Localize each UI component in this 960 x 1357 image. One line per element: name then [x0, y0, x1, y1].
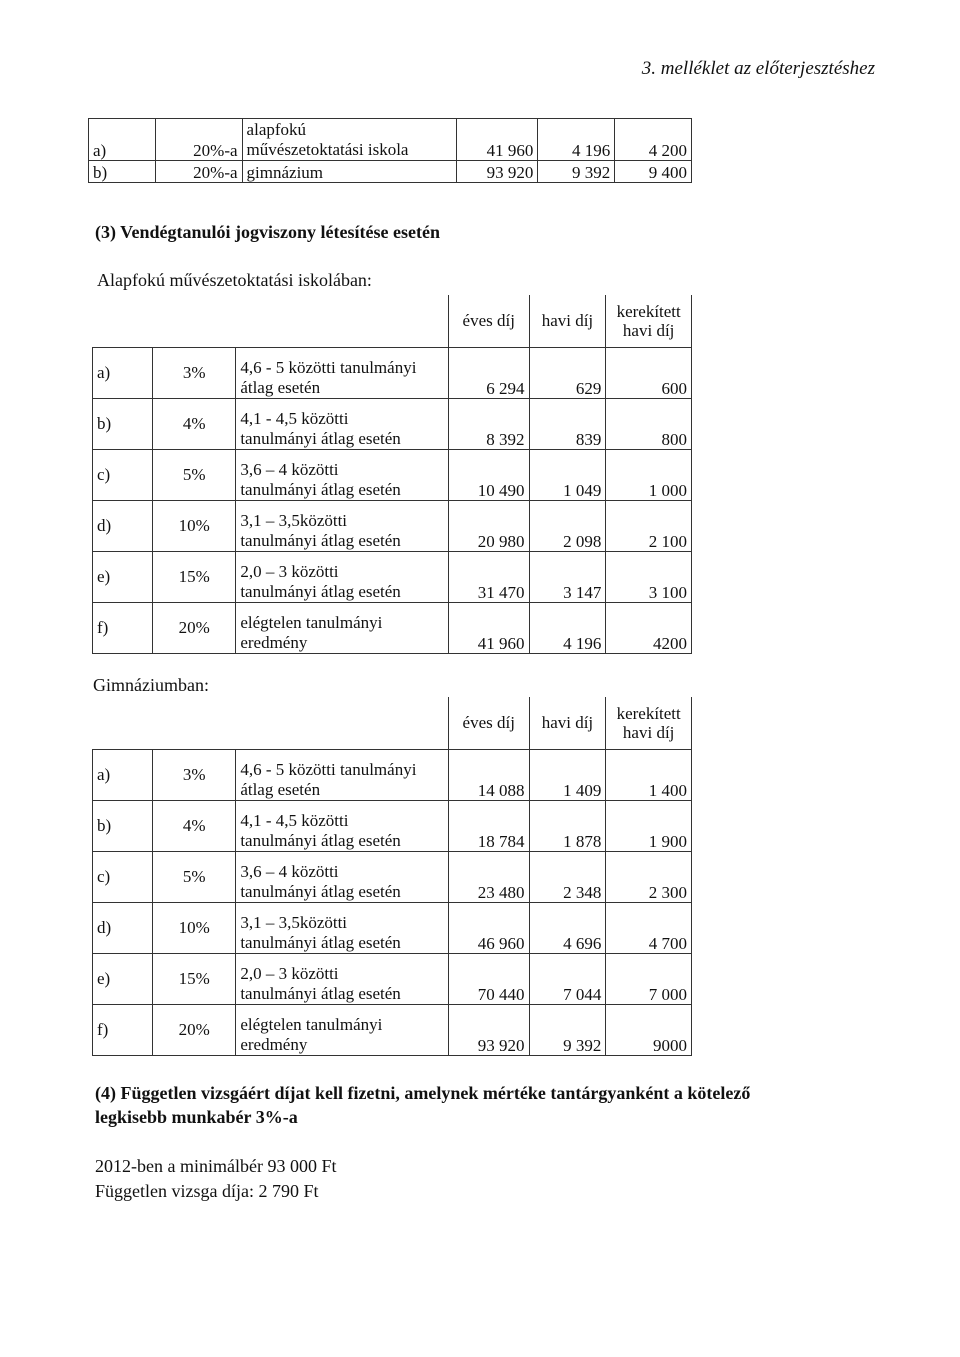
- row-description: 4,6 - 5 közötti tanulmányi átlag esetén: [236, 749, 449, 800]
- annual-fee: 31 470: [449, 551, 530, 602]
- annual-fee: 93 920: [456, 161, 538, 183]
- monthly-fee: 1 409: [529, 749, 606, 800]
- rounded-fee: 1 900: [606, 800, 692, 851]
- table-row: [93, 602, 692, 653]
- monthly-fee: 4 196: [529, 602, 606, 653]
- monthly-fee: 4 696: [529, 902, 606, 953]
- row-description: 2,0 – 3 közötti tanulmányi átlag esetén: [236, 551, 449, 602]
- row-description: 4,1 - 4,5 közötti tanulmányi átlag esetén: [236, 398, 449, 449]
- row-description: gimnázium: [242, 161, 456, 183]
- rounded-fee: 9 400: [615, 161, 692, 183]
- row-letter: d): [93, 500, 153, 551]
- row-letter: a): [93, 749, 153, 800]
- row-letter: a): [89, 119, 156, 161]
- rounded-fee: 2 300: [606, 851, 692, 902]
- table-row: [93, 851, 692, 902]
- table-row: [89, 161, 692, 183]
- table-row: [93, 902, 692, 953]
- table-row: [93, 449, 692, 500]
- rounded-fee: 7 000: [606, 953, 692, 1004]
- row-description: elégtelen tanulmányi eredmény: [236, 602, 449, 653]
- rounded-fee: 2 100: [606, 500, 692, 551]
- row-percent: 10%: [153, 902, 236, 953]
- row-description: elégtelen tanulmányi eredmény: [236, 1004, 449, 1055]
- row-description: 2,0 – 3 közötti tanulmányi átlag esetén: [236, 953, 449, 1004]
- annual-fee: 18 784: [449, 800, 530, 851]
- table-row: [89, 119, 692, 161]
- monthly-fee: 2 098: [529, 500, 606, 551]
- col-monthly-fee: havi díj: [529, 697, 606, 749]
- annex-note: 3. melléklet az előterjesztéshez: [641, 58, 875, 79]
- annual-fee: 70 440: [449, 953, 530, 1004]
- row-description: 4,1 - 4,5 közötti tanulmányi átlag esetén: [236, 800, 449, 851]
- rounded-fee: 800: [606, 398, 692, 449]
- row-letter: b): [93, 398, 153, 449]
- table-row: [93, 749, 692, 800]
- annual-fee: 41 960: [449, 602, 530, 653]
- rounded-fee: 1 000: [606, 449, 692, 500]
- col-rounded-fee: kerekített havi díj: [606, 697, 692, 749]
- min-wage-note: 2012-ben a minimálbér 93 000 Ft: [95, 1156, 337, 1176]
- col-annual-fee: éves díj: [449, 295, 530, 347]
- col-rounded-fee: kerekített havi díj: [606, 295, 692, 347]
- row-percent: 20%: [153, 602, 236, 653]
- row-percent: 4%: [153, 398, 236, 449]
- gymnasium-heading: Gimnáziumban:: [93, 675, 209, 695]
- row-percent: 20%: [153, 1004, 236, 1055]
- rounded-fee: 600: [606, 347, 692, 398]
- rounded-fee: 4200: [606, 602, 692, 653]
- row-description: 3,1 – 3,5közötti tanulmányi átlag esetén: [236, 500, 449, 551]
- annual-fee: 20 980: [449, 500, 530, 551]
- annual-fee: 23 480: [449, 851, 530, 902]
- monthly-fee: 1 878: [529, 800, 606, 851]
- annual-fee: 41 960: [456, 119, 538, 161]
- monthly-fee: 3 147: [529, 551, 606, 602]
- rounded-fee: 4 200: [615, 119, 692, 161]
- table-row: [93, 953, 692, 1004]
- desc-line2: művészetoktatási iskola: [246, 140, 409, 159]
- row-letter: f): [93, 1004, 153, 1055]
- monthly-fee: 2 348: [529, 851, 606, 902]
- annual-fee: 14 088: [449, 749, 530, 800]
- table-row: [93, 398, 692, 449]
- annual-fee: 10 490: [449, 449, 530, 500]
- monthly-fee: 1 049: [529, 449, 606, 500]
- row-percent: 20%-a: [155, 119, 242, 161]
- row-percent: 20%-a: [155, 161, 242, 183]
- row-percent: 5%: [153, 449, 236, 500]
- annual-fee: 46 960: [449, 902, 530, 953]
- row-letter: b): [93, 800, 153, 851]
- row-percent: 4%: [153, 800, 236, 851]
- row-description: 3,6 – 4 közötti tanulmányi átlag esetén: [236, 851, 449, 902]
- annual-fee: 6 294: [449, 347, 530, 398]
- row-percent: 15%: [153, 551, 236, 602]
- rounded-fee: 4 700: [606, 902, 692, 953]
- monthly-fee: 629: [529, 347, 606, 398]
- row-percent: 10%: [153, 500, 236, 551]
- row-percent: 3%: [153, 749, 236, 800]
- row-percent: 5%: [153, 851, 236, 902]
- art-school-fee-table: [92, 295, 692, 654]
- col-monthly-fee: havi díj: [529, 295, 606, 347]
- exam-fee-note: Független vizsga díja: 2 790 Ft: [95, 1181, 319, 1201]
- col-annual-fee: éves díj: [449, 697, 530, 749]
- rounded-fee: 9000: [606, 1004, 692, 1055]
- section4-heading-line2: legkisebb munkabér 3%-a: [95, 1107, 298, 1127]
- row-description: 4,6 - 5 közötti tanulmányi átlag esetén: [236, 347, 449, 398]
- table-row: [93, 1004, 692, 1055]
- row-letter: d): [93, 902, 153, 953]
- table-row: [93, 800, 692, 851]
- rounded-fee: 1 400: [606, 749, 692, 800]
- row-letter: e): [93, 551, 153, 602]
- monthly-fee: 839: [529, 398, 606, 449]
- summary-table: [88, 118, 692, 183]
- monthly-fee: 9 392: [538, 161, 615, 183]
- section3-subheading: Alapfokú művészetoktatási iskolában:: [97, 270, 372, 290]
- row-percent: 3%: [153, 347, 236, 398]
- table-header-row: [93, 697, 692, 749]
- table-header-row: [93, 295, 692, 347]
- gymnasium-fee-table: [92, 697, 692, 1056]
- desc-line1: alapfokú: [246, 120, 307, 139]
- row-description: 3,6 – 4 közötti tanulmányi átlag esetén: [236, 449, 449, 500]
- annual-fee: 8 392: [449, 398, 530, 449]
- row-percent: 15%: [153, 953, 236, 1004]
- row-description: 3,1 – 3,5közötti tanulmányi átlag esetén: [236, 902, 449, 953]
- table-row: [93, 347, 692, 398]
- monthly-fee: 7 044: [529, 953, 606, 1004]
- row-description: [242, 119, 456, 161]
- row-letter: e): [93, 953, 153, 1004]
- section4-heading-line1: (4) Független vizsgáért díjat kell fizetni, amelynek mértéke tantárgyanként a kötelező: [95, 1083, 751, 1103]
- monthly-fee: 9 392: [529, 1004, 606, 1055]
- row-letter: b): [89, 161, 156, 183]
- row-letter: f): [93, 602, 153, 653]
- row-letter: c): [93, 449, 153, 500]
- section3-heading: (3) Vendégtanulói jogviszony létesítése esetén: [95, 222, 440, 242]
- rounded-fee: 3 100: [606, 551, 692, 602]
- row-letter: a): [93, 347, 153, 398]
- table-row: [93, 551, 692, 602]
- monthly-fee: 4 196: [538, 119, 615, 161]
- row-letter: c): [93, 851, 153, 902]
- annual-fee: 93 920: [449, 1004, 530, 1055]
- table-row: [93, 500, 692, 551]
